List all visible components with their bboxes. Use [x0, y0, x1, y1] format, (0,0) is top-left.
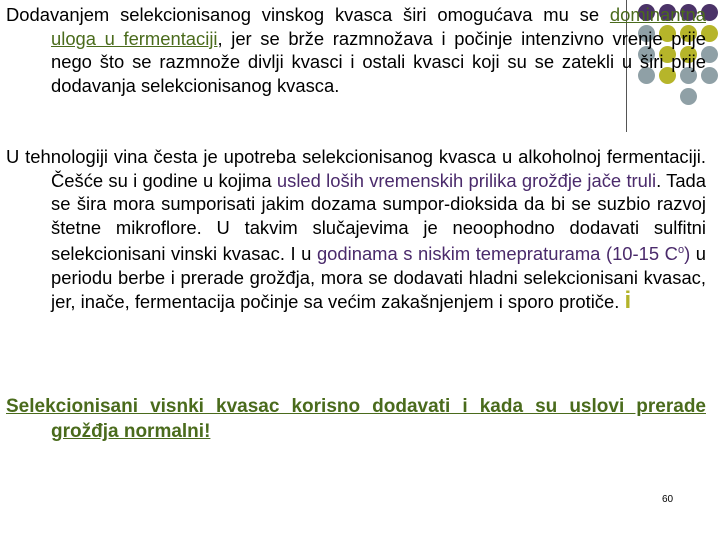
paragraph-2-highlight-weather: usled loših vremenskih prilika grožđje jače truli [276, 169, 657, 191]
paragraph-1-highlight: dominantna uloga u fermentaciji [51, 4, 706, 49]
paragraph-2-text-a: U tehnologiji vina česta je upotreba selekcionisanog kvasca u alkoholnoj fermentaciji. Češće su i godine u kojima [6, 146, 706, 191]
paragraph-2-closing-paren: ) [684, 243, 691, 265]
paragraph-1-text-a: Dodavanjem selekcionisanog vinskog kvasca širi omogućava mu se [6, 4, 610, 25]
paragraph-2-text-c: . Tada se šira mora sumporisati jakim dozama sumpor-dioksida da bi se suzbio razvoj štetne mikroflore. U takvim slučajevima je neoophodno dodavati sulfitni selekcionisani vinski kvasac. I u [51, 169, 707, 265]
conclusion-text: Selekcionisani visnki kvasac korisno dodavati i kada su uslovi prerade grožđja normalni! [6, 396, 706, 442]
page-number: 60 [662, 494, 674, 505]
paragraph-2 [6, 145, 706, 314]
paragraph-1-text-c: , jer se brže razmnožava i počinje intenzivno vrenje prije nego što se razmnože divlji kvasci i ostali kvasci koji su se zatekli u širi prije dodavanja selekcionisanog kvasca. [51, 27, 706, 96]
degree-superscript: o [677, 244, 685, 256]
paragraph-2-text-f: u periodu berbe i prerade grožđja, mora se dodavati hladni selekcionisani kvasac, jer, inače, fermentacija počinje sa većim zakašnjenjem i sporo protiče. [51, 243, 707, 313]
bullet-marker: i [624, 287, 632, 315]
paragraph-2-highlight-temperature: godinama s niskim temepraturama (10-15 C [316, 243, 678, 265]
paragraph-1 [6, 3, 706, 97]
